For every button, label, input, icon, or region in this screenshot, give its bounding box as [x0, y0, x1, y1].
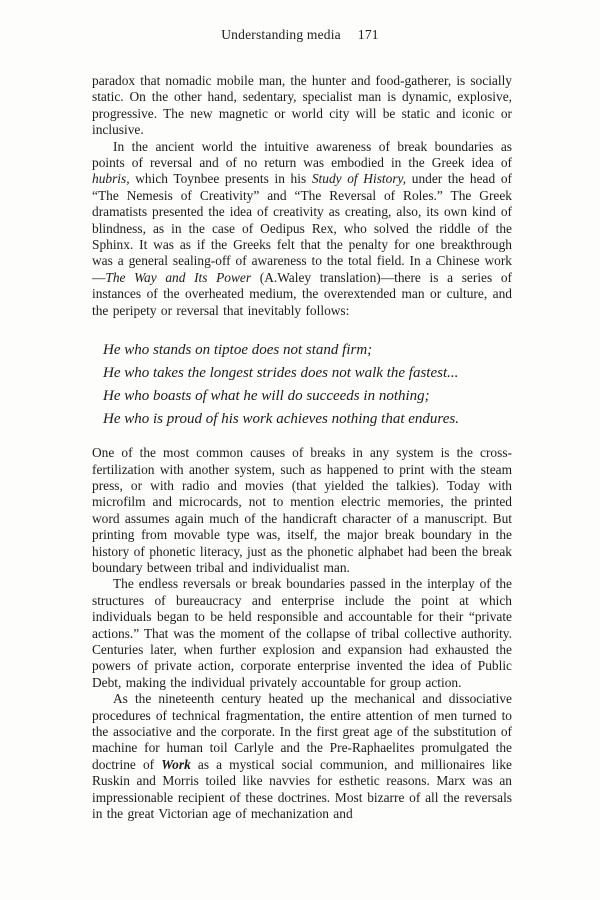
page-body: [92, 73, 512, 822]
running-title: Understanding media: [221, 27, 341, 42]
verse-line: He who boasts of what he will do succeeds in nothing;: [103, 388, 430, 405]
paragraph: [92, 691, 512, 822]
verse-line: He who is proud of his work achieves nothing that endures.: [103, 411, 459, 428]
verse-line: He who takes the longest strides does not walk the fastest...: [103, 365, 459, 382]
page-header: [0, 27, 600, 43]
body-text: as a mystical social communion, and millionaires like Ruskin and Morris toiled like navvies for esthetic reasons. Marx was an impressionable recipient of these doctrines. Most bizarre of all the reversals in the great Victorian age of mechanization and: [92, 756, 512, 822]
body-text: The endless reversals or break boundaries passed in the interplay of the structures of bureaucracy and enterprise include the point at which individuals began to be held responsible and accountable for their “private actions.” That was the moment of the collapse of tribal collective authority. Centuries later, when further explosion and expansion had exhausted the powers of private action, corporate enterprise invented the idea of Public Debt, making the individual privately accountable for group action.: [92, 576, 512, 690]
body-text: which Toynbee presents in his: [129, 171, 312, 187]
italic-text: The Way and Its Power: [105, 269, 252, 285]
page-number: 171: [357, 27, 379, 42]
verse-quote: [103, 339, 512, 431]
body-text: In the ancient world the intuitive awareness of break boundaries as points of reversal and of no return was embodied in the Greek idea of: [92, 138, 512, 171]
italic-text: Study of History,: [311, 171, 407, 187]
paragraph: [92, 445, 512, 576]
paragraph: [92, 73, 512, 139]
italic-text: hubris,: [92, 171, 130, 187]
paragraph: [92, 576, 512, 691]
body-text: As the nineteenth century heated up the mechanical and dissociative procedures of technical fragmentation, the entire attention of men turned to the associative and the corporate. In the first great age of the substitution of machine for human toil Carlyle and the Pre-Raphaelites promulgated the doctrine of: [92, 691, 512, 772]
body-text: (A.Waley translation)—there is a series of instances of the overheated medium, the overextended man or culture, and the peripety or reversal that inevitably follows:: [92, 269, 512, 318]
verse-line: He who stands on tiptoe does not stand firm;: [103, 342, 373, 359]
body-text: paradox that nomadic mobile man, the hunter and food-gatherer, is socially static. On the other hand, sedentary, specialist man is dynamic, explosive, progressive. The new magnetic or world city will be static and iconic or inclusive.: [92, 73, 512, 138]
body-text: One of the most common causes of breaks in any system is the cross-fertilization with another system, such as happened to print with the steam press, or with radio and movies (that yielded the talkies). Today with microfilm and microcards, not to mention electric memories, the printed word assumes again much of the handicraft character of a manuscript. But printing from movable type was, itself, the major break boundary in the history of phonetic literacy, just as the phonetic alphabet had been the break boundary between tribal and individualist man.: [92, 445, 512, 575]
paragraph: [92, 139, 512, 319]
body-text: under the head of “The Nemesis of Creativity” and “The Reversal of Roles.” The Greek dramatists presented the idea of creativity as creating, also, its own kind of blindness, as in the case of Oedipus Rex, who solved the riddle of the Sphinx. It was as if the Greeks felt that the penalty for one breakthrough was a general sealing-off of awareness to the total field. In a Chinese work—: [92, 171, 512, 285]
italic-text: Work: [161, 756, 191, 772]
